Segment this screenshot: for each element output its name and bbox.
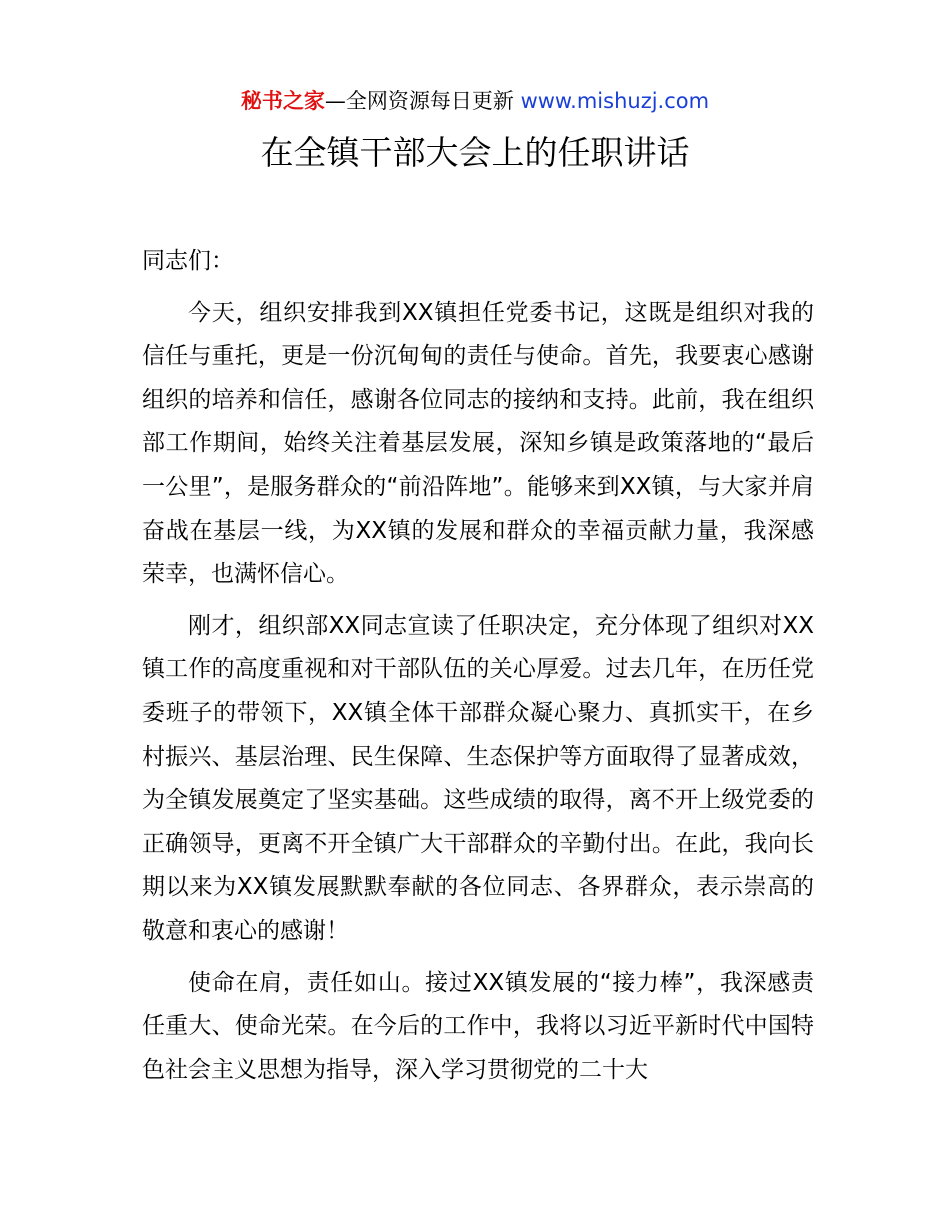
paragraph: 今天，组织安排我到XX镇担任党委书记，这既是组织对我的信任与重托，更是一份沉甸甸的责任与使命。首先，我要衷心感谢组织的培养和信任，感谢各位同志的接纳和支持。此前，我在组织部工作期间，始终关注着基层发展，深知乡镇是政策落地的“最后一公里”，是服务群众的“前沿阵地”。能够来到XX镇，与大家并肩奋战在基层一线，为XX镇的发展和群众的幸福贡献力量，我深感荣幸，也满怀信心。 bbox=[142, 299, 814, 588]
site-tagline: —全网资源每日更新 bbox=[324, 89, 514, 113]
site-header bbox=[0, 86, 950, 116]
salutation: 同志们： bbox=[142, 248, 234, 274]
document-title: 在全镇干部大会上的任职讲话 bbox=[260, 133, 690, 172]
paragraph: 刚才，组织部XX同志宣读了任职决定，充分体现了组织对XX镇工作的高度重视和对干部队伍的关心厚爱。过去几年，在历任党委班子的带领下，XX镇全体干部群众凝心聚力、真抓实干，在乡村振兴、基层治理、民生保障、生态保护等方面取得了显著成效，为全镇发展奠定了坚实基础。这些成绩的取得，离不开上级党委的正确领导，更离不开全镇广大干部群众的辛勤付出。在此，我向长期以来为XX镇发展默默奉献的各位同志、各界群众，表示崇高的敬意和衷心的感谢！ bbox=[142, 612, 814, 944]
site-url-link[interactable]: www.mishuzj.com bbox=[520, 89, 710, 113]
paragraph: 使命在肩，责任如山。接过XX镇发展的“接力棒”，我深感责任重大、使命光荣。在今后的工作中，我将以习近平新时代中国特色社会主义思想为指导，深入学习贯彻党的二十大 bbox=[142, 969, 814, 1083]
document-body bbox=[142, 240, 814, 1100]
site-name: 秘书之家 bbox=[240, 89, 325, 113]
